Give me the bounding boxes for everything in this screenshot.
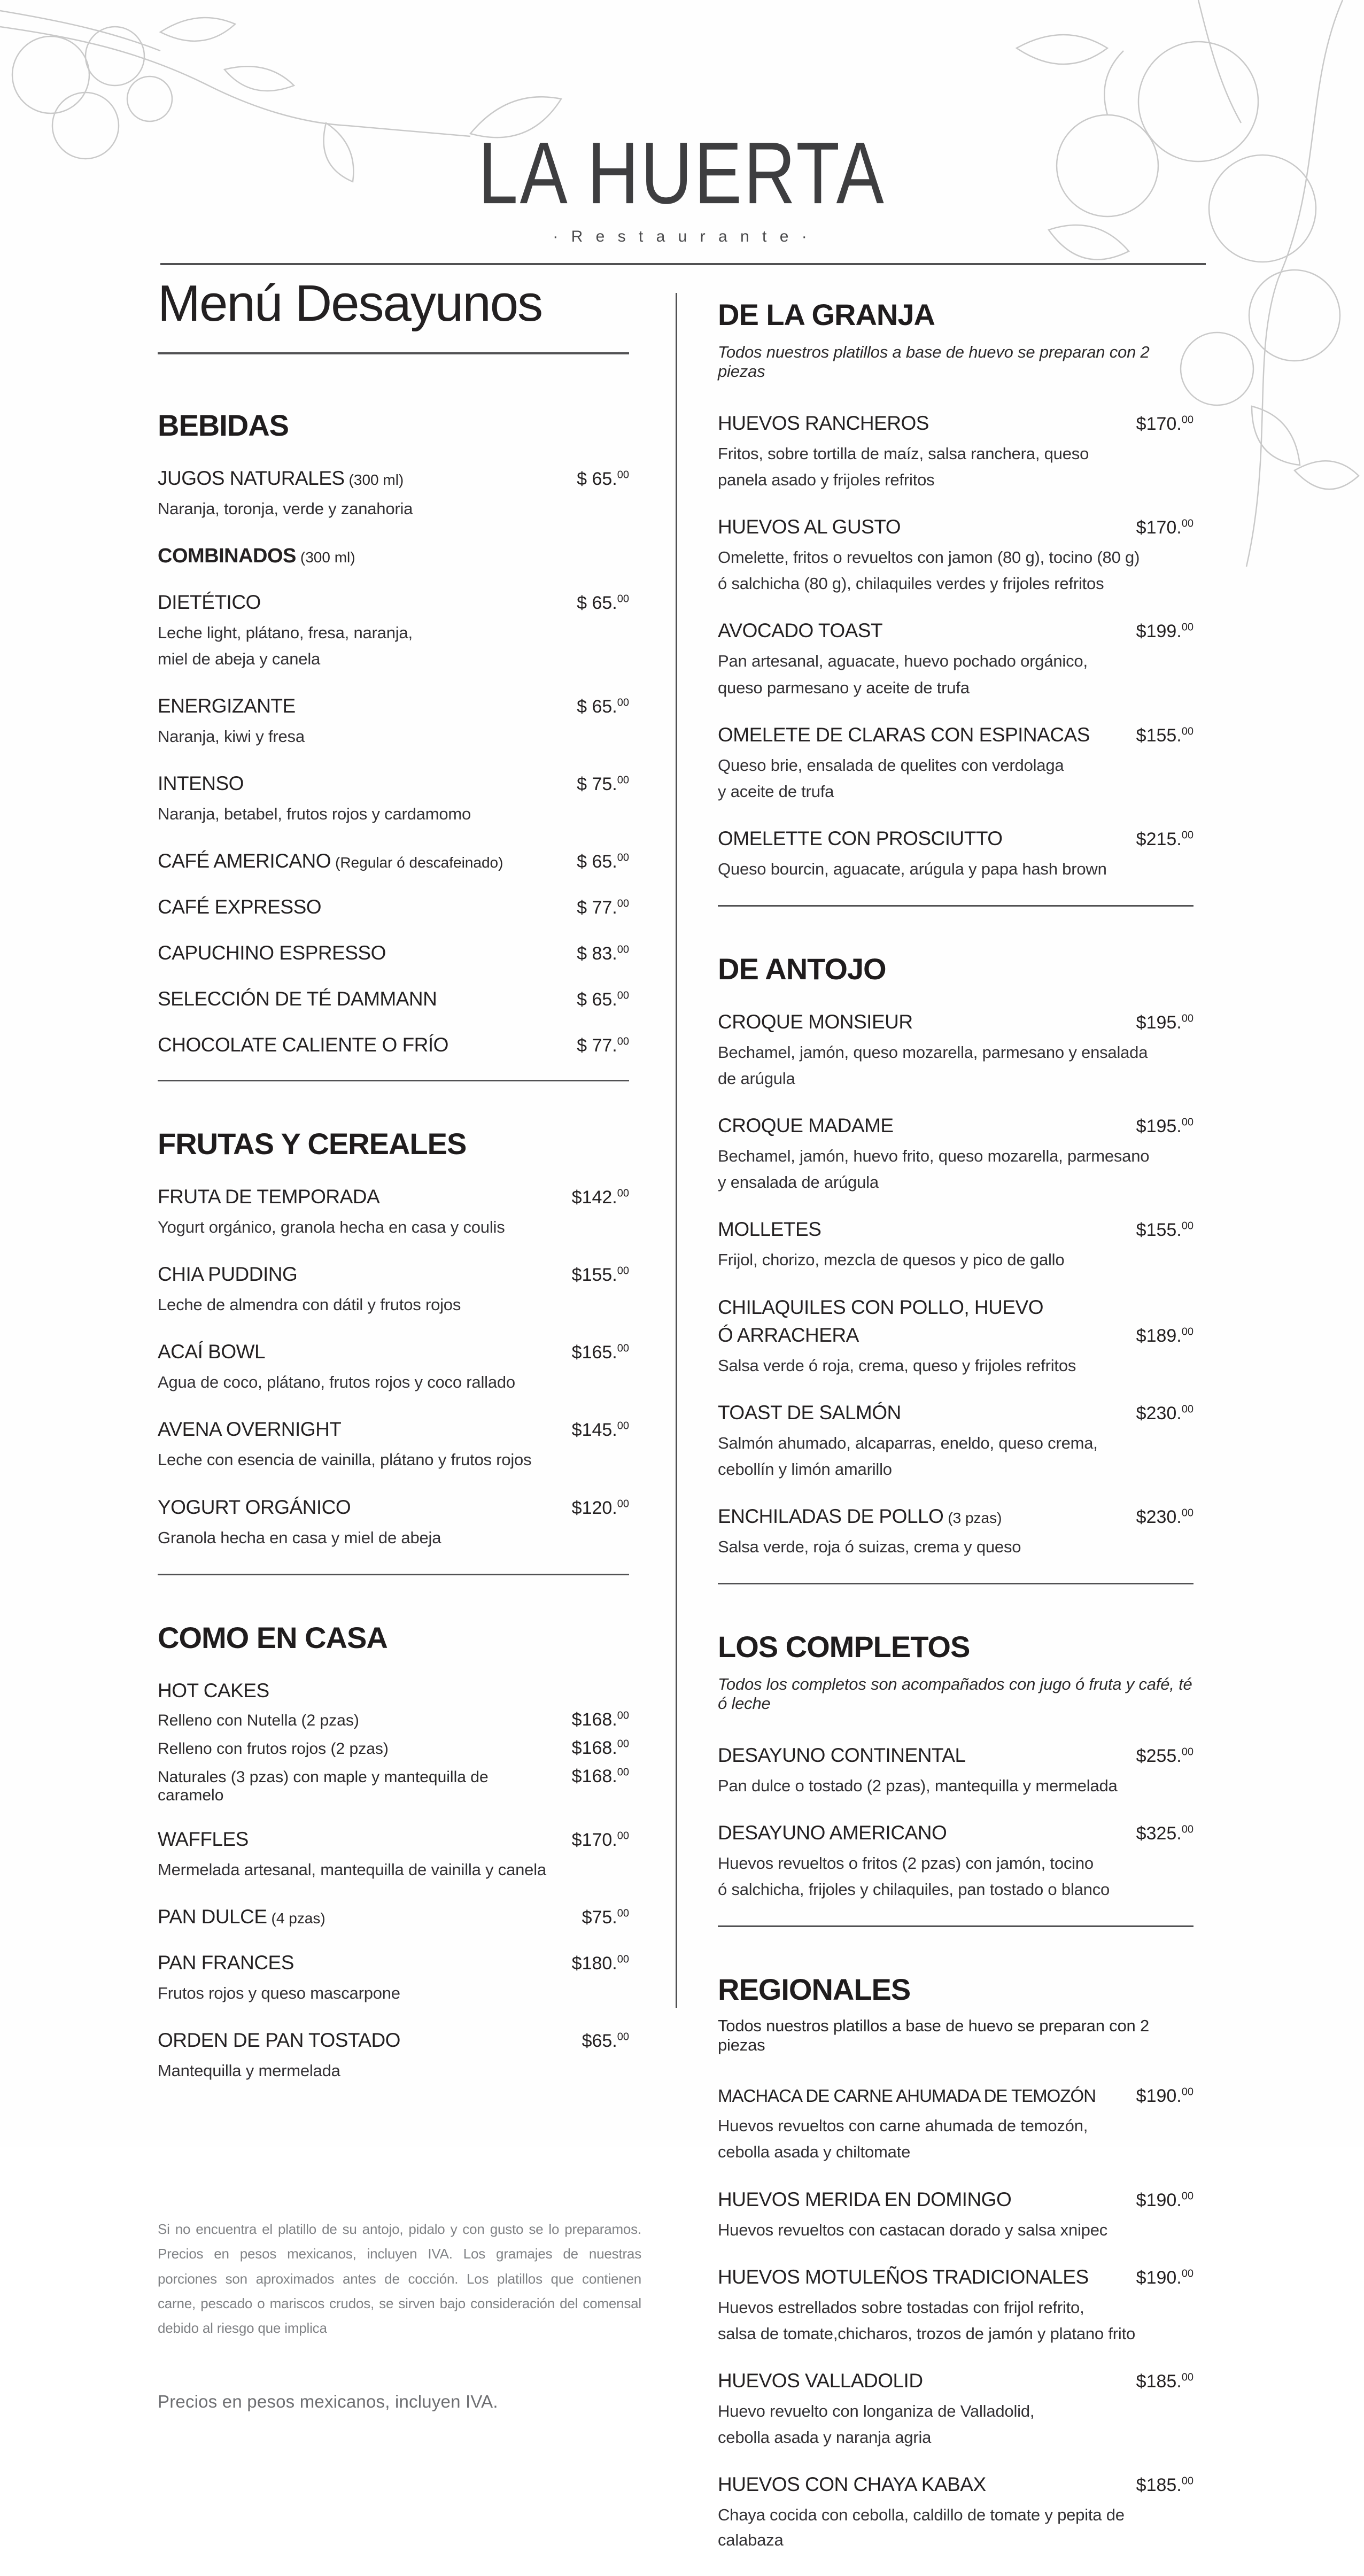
menu-item-jugos-naturales (158, 467, 629, 521)
section-de-la-granja (718, 297, 1194, 881)
variant-label: Relleno con frutos rojos (2 pzas) (158, 1739, 389, 1758)
item-description: Frutos rojos y queso mascarpone (158, 1983, 400, 2002)
item-description: Mantequilla y mermelada (158, 2061, 340, 2080)
menu-item-yogurt-organico (158, 1496, 629, 1550)
item-name: CHOCOLATE CALIENTE O FRÍO (158, 1034, 448, 1056)
item-price: $ 65.00 (577, 468, 629, 489)
item-price: $180.00 (571, 1953, 629, 1974)
brand-header (0, 124, 1364, 246)
item-note: (300 ml) (348, 471, 404, 488)
menu-item-croque-madame (718, 1115, 1194, 1195)
restaurant-logo: LA HUERTA (478, 124, 886, 222)
item-name: WAFFLES (158, 1828, 249, 1850)
item-description: Huevos estrellados sobre tostadas con frijol refrito, (718, 2297, 1084, 2317)
section-regionales (718, 1972, 1194, 2552)
section-de-antojo (718, 952, 1194, 1559)
section-subtitle: Todos los completos son acompañados con jugo ó fruta y café, té ó leche (718, 1674, 1192, 1713)
item-price: $ 77.00 (577, 898, 629, 918)
item-name: ENCHILADAS DE POLLO (718, 1505, 944, 1527)
menu-item-enchiladas (718, 1505, 1194, 1559)
menu-item-huevos-rancheros (718, 412, 1194, 492)
section-bebidas (158, 408, 629, 1057)
item-description: Salmón ahumado, alcaparras, eneldo, queso crema, (718, 1433, 1098, 1452)
item-price: $ 75.00 (577, 774, 629, 795)
item-name: COMBINADOS (158, 544, 296, 567)
item-description: miel de abeja y canela (158, 649, 321, 668)
item-description: y ensalada de arúgula (718, 1173, 879, 1192)
item-description: Chaya cocida con cebolla, caldillo de tomate y pepita de calabaza (718, 2505, 1125, 2550)
item-price: $190.00 (1136, 2267, 1194, 2288)
item-name: HUEVOS AL GUSTO (718, 516, 901, 538)
menu-item-omelete-claras (718, 724, 1194, 804)
item-price: $215.00 (1136, 829, 1194, 849)
menu-item-molletes (718, 1218, 1194, 1272)
menu-item-omelette-prosciutto (718, 827, 1194, 881)
menu-item-energizante (158, 695, 629, 749)
item-name: HOT CAKES (158, 1679, 269, 1701)
variant-price: $168.00 (571, 1766, 629, 1786)
item-price: $255.00 (1136, 1745, 1194, 1766)
menu-item-capuchino (158, 942, 629, 964)
item-description: Naranja, betabel, frutos rojos y cardamomo (158, 804, 471, 824)
item-description: Queso bourcin, aguacate, arúgula y papa hash brown (718, 859, 1107, 878)
item-description: Leche con esencia de vainilla, plátano y frutos rojos (158, 1450, 532, 1469)
left-column (158, 275, 641, 2412)
menu-item-huevos-motulenos (718, 2266, 1194, 2346)
item-description: Yogurt orgánico, granola hecha en casa y coulis (158, 1218, 505, 1237)
menu-item-pan-frances (158, 1952, 629, 2006)
section-title-granja: DE LA GRANJA (718, 298, 935, 331)
menu-item-cafe-expresso (158, 896, 629, 918)
variant-price: $168.00 (571, 1709, 629, 1730)
item-description: Granola hecha en casa y miel de abeja (158, 1528, 441, 1547)
section-frutas-y-cereales (158, 1126, 629, 1550)
menu-item-intenso (158, 772, 629, 826)
menu-item-dietetico (158, 591, 629, 671)
item-price: $170.00 (1136, 414, 1194, 434)
section-divider (158, 1080, 629, 1081)
item-price: $190.00 (1136, 2190, 1194, 2210)
section-title-casa: COMO EN CASA (158, 1620, 387, 1654)
menu-item-toast-salmon (718, 1402, 1194, 1482)
item-name: PAN DULCE (158, 1905, 267, 1928)
item-name: CAPUCHINO ESPRESSO (158, 942, 386, 964)
item-name: AVENA OVERNIGHT (158, 1418, 342, 1441)
menu-item-combinados (158, 545, 629, 568)
variant-price: $168.00 (571, 1737, 629, 1758)
menu-item-pan-tostado (158, 2029, 629, 2083)
item-description: Huevos revueltos o fritos (2 pzas) con jamón, tocino (718, 1854, 1094, 1873)
item-description: Frijol, chorizo, mezcla de quesos y pico de gallo (718, 1250, 1065, 1270)
item-name-line2: Ó ARRACHERA (718, 1324, 859, 1346)
section-divider (718, 905, 1194, 907)
menu-item-avocado-toast (718, 620, 1194, 700)
item-price: $ 65.00 (577, 989, 629, 1010)
item-price: $325.00 (1136, 1823, 1194, 1844)
item-name: CROQUE MONSIEUR (718, 1010, 913, 1033)
item-price: $155.00 (1136, 725, 1194, 746)
item-note: (4 pzas) (271, 1909, 326, 1927)
section-como-en-casa (158, 1620, 629, 2083)
item-description: Fritos, sobre tortilla de maíz, salsa ranchera, queso (718, 444, 1089, 463)
item-price: $195.00 (1136, 1116, 1194, 1137)
item-name: DESAYUNO CONTINENTAL (718, 1744, 966, 1766)
item-description: cebolla asada y chiltomate (718, 2142, 911, 2162)
item-description: Huevos revueltos con carne ahumada de temozón, (718, 2116, 1088, 2136)
item-description: Bechamel, jamón, huevo frito, queso mozarella, parmesano (718, 1147, 1150, 1166)
page-title: Menú Desayunos (158, 275, 542, 332)
item-name: AVOCADO TOAST (718, 620, 883, 642)
menu-item-waffles (158, 1828, 629, 1882)
item-price: $ 65.00 (577, 852, 629, 872)
item-name: HUEVOS RANCHEROS (718, 412, 929, 434)
menu-item-desayuno-americano (718, 1822, 1194, 1902)
section-divider (158, 1574, 629, 1575)
section-title-antojo: DE ANTOJO (718, 952, 886, 986)
item-price: $230.00 (1136, 1506, 1194, 1527)
item-description: queso parmesano y aceite de trufa (718, 678, 970, 697)
item-price: $ 65.00 (577, 592, 629, 613)
section-subtitle: Todos nuestros platillos a base de huevo se preparan con 2 piezas (718, 2016, 1149, 2055)
item-note: (300 ml) (300, 548, 355, 566)
item-description: Naranja, toronja, verde y zanahoria (158, 499, 413, 518)
item-price: $190.00 (1136, 2086, 1194, 2107)
item-description: Pan artesanal, aguacate, huevo pochado orgánico, (718, 652, 1088, 671)
section-divider (718, 1583, 1194, 1584)
menu-item-huevos-chaya-kabax (718, 2473, 1194, 2552)
column-divider (676, 293, 677, 2008)
item-name: SELECCIÓN DE TÉ DAMMANN (158, 988, 437, 1010)
menu-item-chia-pudding (158, 1263, 629, 1317)
menu-item-pan-dulce (158, 1906, 629, 1928)
menu-item-huevos-valladolid (718, 2370, 1194, 2450)
menu-item-chocolate (158, 1034, 629, 1056)
hot-cakes-variants (158, 1709, 629, 1805)
item-name: ACAÍ BOWL (158, 1341, 266, 1363)
item-price: $189.00 (1136, 1325, 1194, 1346)
item-name: CAFÉ EXPRESSO (158, 896, 322, 918)
item-price: $65.00 (582, 2030, 629, 2051)
menu-item-hot-cakes (158, 1680, 629, 1805)
section-title-completos: LOS COMPLETOS (718, 1629, 970, 1664)
item-description: Pan dulce o tostado (2 pzas), mantequilla y mermelada (718, 1776, 1118, 1795)
item-name: FRUTA DE TEMPORADA (158, 1186, 380, 1208)
item-description: Huevo revuelto con longaniza de Valladolid, (718, 2401, 1035, 2420)
right-column (718, 297, 1194, 2576)
item-name: HUEVOS VALLADOLID (718, 2369, 923, 2392)
section-title-bebidas: BEBIDAS (158, 408, 289, 442)
header-rule (160, 263, 1206, 265)
item-price: $145.00 (571, 1420, 629, 1441)
section-title-regionales: REGIONALES (718, 1972, 911, 2007)
item-description: Agua de coco, plátano, frutos rojos y coco rallado (158, 1373, 515, 1392)
item-name: CAFÉ AMERICANO (158, 850, 331, 872)
item-price: $75.00 (582, 1907, 629, 1928)
menu-item-te-dammann (158, 988, 629, 1010)
menu-item-croque-monsieur (718, 1011, 1194, 1091)
item-price: $170.00 (1136, 517, 1194, 538)
item-description: salsa de tomate,chicharos, trozos de jamón y platano frito (718, 2324, 1136, 2343)
item-note: (3 pzas) (948, 1509, 1002, 1526)
section-los-completos (718, 1629, 1194, 1902)
item-description: Naranja, kiwi y fresa (158, 726, 305, 746)
item-description: Queso brie, ensalada de quelites con verdolaga (718, 755, 1064, 775)
menu-item-huevos-al-gusto (718, 516, 1194, 596)
menu-item-fruta-de-temporada (158, 1186, 629, 1240)
item-price: $165.00 (571, 1342, 629, 1363)
item-name: CHIA PUDDING (158, 1263, 298, 1286)
item-description: Bechamel, jamón, queso mozarella, parmesano y ensalada (718, 1042, 1148, 1062)
section-divider (718, 1925, 1194, 1927)
section-title-frutas: FRUTAS Y CEREALES (158, 1127, 467, 1161)
item-price: $170.00 (571, 1829, 629, 1850)
item-description: cebolla asada y naranja agria (718, 2427, 932, 2447)
item-name: HUEVOS MERIDA EN DOMINGO (718, 2188, 1012, 2210)
item-name: YOGURT ORGÁNICO (158, 1496, 351, 1518)
menu-item-huevos-merida (718, 2188, 1194, 2242)
section-subtitle: Todos nuestros platillos a base de huevo se preparan con 2 piezas (718, 343, 1150, 381)
item-name: CROQUE MADAME (718, 1115, 894, 1137)
item-description: Salsa verde ó roja, crema, queso y frijoles refritos (718, 1356, 1076, 1375)
item-price: $ 65.00 (577, 696, 629, 717)
item-name-line1: CHILAQUILES CON POLLO, HUEVO (718, 1296, 1044, 1318)
item-price: $185.00 (1136, 2475, 1194, 2496)
item-name: DESAYUNO AMERICANO (718, 1822, 947, 1844)
variant-label: Naturales (3 pzas) con maple y mantequilla de caramelo (158, 1768, 489, 1804)
item-price: $120.00 (571, 1497, 629, 1518)
item-name: INTENSO (158, 772, 244, 795)
item-name: OMELETE DE CLARAS CON ESPINACAS (718, 723, 1090, 746)
item-name: HUEVOS CON CHAYA KABAX (718, 2473, 986, 2496)
item-price: $155.00 (571, 1265, 629, 1286)
item-description: y aceite de trufa (718, 782, 834, 801)
menu-item-avena-overnight (158, 1418, 629, 1472)
item-name: PAN FRANCES (158, 1951, 294, 1974)
variant-label: Relleno con Nutella (2 pzas) (158, 1711, 359, 1729)
item-name: JUGOS NATURALES (158, 467, 345, 489)
item-description: ó salchicha, frijoles y chilaquiles, pan tostado o blanco (718, 1880, 1110, 1899)
item-description: ó salchicha (80 g), chilaquiles verdes y frijoles refritos (718, 574, 1104, 593)
item-description: Salsa verde, roja ó suizas, crema y queso (718, 1537, 1021, 1556)
item-price: $142.00 (571, 1187, 629, 1208)
title-rule (158, 352, 629, 354)
item-name: ORDEN DE PAN TOSTADO (158, 2029, 400, 2051)
menu-item-cafe-americano (158, 850, 629, 872)
item-description: cebollín y limón amarillo (718, 1459, 892, 1479)
item-name: MOLLETES (718, 1218, 821, 1241)
menu-item-acai-bowl (158, 1341, 629, 1395)
item-name: HUEVOS MOTULEÑOS TRADICIONALES (718, 2265, 1089, 2288)
item-price: $195.00 (1136, 1012, 1194, 1033)
item-name: MACHACA DE CARNE AHUMADA DE TEMOZÓN (718, 2086, 1096, 2106)
item-price: $155.00 (1136, 1220, 1194, 1241)
restaurant-logo-subtitle: · R e s t a u r a n t e · (553, 228, 811, 245)
item-name: DIETÉTICO (158, 591, 261, 613)
prices-note: Precios en pesos mexicanos, incluyen IVA. (158, 2392, 498, 2412)
item-name: ENERGIZANTE (158, 694, 296, 717)
item-price: $ 83.00 (577, 943, 629, 964)
item-description: Leche light, plátano, fresa, naranja, (158, 623, 413, 642)
item-price: $230.00 (1136, 1403, 1194, 1424)
item-description: panela asado y frijoles refritos (718, 470, 935, 490)
menu-item-machaca-temozon (718, 2086, 1194, 2164)
item-price: $185.00 (1136, 2371, 1194, 2392)
item-name: OMELETTE CON PROSCIUTTO (718, 827, 1003, 849)
item-price: $ 77.00 (577, 1035, 629, 1056)
item-description: Mermelada artesanal, mantequilla de vainilla y canela (158, 1860, 546, 1879)
item-description: Huevos revueltos con castacan dorado y salsa xnipec (718, 2220, 1108, 2239)
item-name: TOAST DE SALMÓN (718, 1401, 901, 1424)
item-description: Omelette, fritos o revueltos con jamon (80 g), tocino (80 g) (718, 548, 1140, 567)
item-description: de arúgula (718, 1069, 795, 1088)
item-price: $199.00 (1136, 621, 1194, 642)
item-note: (Regular ó descafeinado) (335, 854, 503, 871)
menu-item-chilaquiles (718, 1296, 1194, 1378)
legal-disclaimer: Si no encuentra el platillo de su antojo, pidalo y con gusto se lo preparamos. Precios en pesos mexicanos, incluyen IVA. Los gramajes de nuestras porciones son aproximados antes de cocción. Los platillos que contienen carne, pescado o mariscos crudos, se sirven bajo consideración del comensal debido al riesgo que implica (158, 2221, 641, 2337)
menu-item-desayuno-continental (718, 1744, 1194, 1798)
item-description: Leche de almendra con dátil y frutos rojos (158, 1295, 461, 1314)
